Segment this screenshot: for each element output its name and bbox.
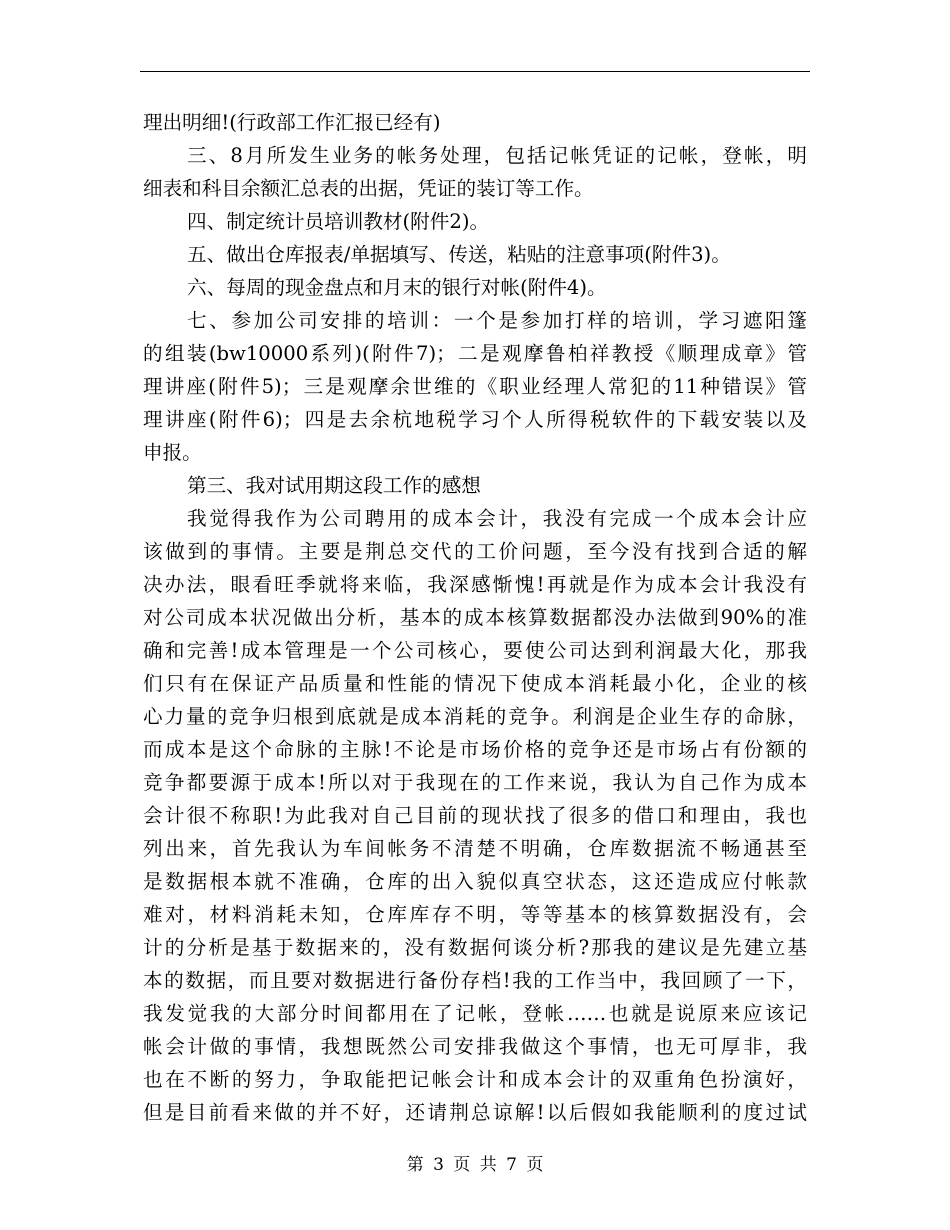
text-line: 我发觉我的大部分时间都用在了记帐，登帐……也就是说原来应该记 bbox=[143, 1002, 807, 1025]
text-line: 五、做出仓库报表/单据填写、传送，粘贴的注意事项(附件3)。 bbox=[187, 243, 731, 266]
text-line: 三、8月所发生业务的帐务处理，包括记帐凭证的记帐，登帐，明 bbox=[187, 144, 807, 167]
text-line: 四、制定统计员培训教材(附件2)。 bbox=[187, 210, 490, 233]
text-line: 难对，材料消耗未知，仓库库存不明，等等基本的核算数据没有，会 bbox=[143, 903, 807, 926]
header-rule bbox=[140, 71, 810, 72]
text-line: 而成本是这个命脉的主脉!不论是市场价格的竞争还是市场占有份额的 bbox=[143, 738, 807, 761]
page-footer: 第 3 页 共 7 页 bbox=[406, 1155, 544, 1175]
text-line: 但是目前看来做的并不好，还请荆总谅解!以后假如我能顺利的度过试 bbox=[143, 1101, 807, 1124]
text-line: 理讲座(附件6)；四是去余杭地税学习个人所得税软件的下载安装以及 bbox=[143, 408, 807, 431]
text-line: 本的数据，而且要对数据进行备份存档!我的工作当中，我回顾了一下， bbox=[143, 969, 807, 992]
text-line: 理讲座(附件5)；三是观摩余世维的《职业经理人常犯的11种错误》管 bbox=[143, 375, 807, 398]
text-line: 该做到的事情。主要是荆总交代的工价问题，至今没有找到合适的解 bbox=[143, 540, 807, 563]
text-line: 理出明细!(行政部工作汇报已经有) bbox=[143, 111, 441, 134]
text-line: 列出来，首先我认为车间帐务不清楚不明确，仓库数据流不畅通甚至 bbox=[143, 837, 807, 860]
text-line: 确和完善!成本管理是一个公司核心，要使公司达到利润最大化，那我 bbox=[143, 639, 807, 662]
text-line: 会计很不称职!为此我对自己目前的现状找了很多的借口和理由，我也 bbox=[143, 804, 807, 827]
text-line: 们只有在保证产品质量和性能的情况下使成本消耗最小化，企业的核 bbox=[143, 672, 807, 695]
document-body bbox=[143, 106, 807, 1129]
text-line: 帐会计做的事情，我想既然公司安排我做这个事情，也无可厚非，我 bbox=[143, 1035, 807, 1058]
text-line: 细表和科目余额汇总表的出据，凭证的装订等工作。 bbox=[143, 177, 594, 200]
text-line: 心力量的竞争归根到底就是成本消耗的竞争。利润是企业生存的命脉， bbox=[143, 705, 807, 728]
text-line: 决办法，眼看旺季就将来临，我深感惭愧!再就是作为成本会计我没有 bbox=[143, 573, 807, 596]
text-line: 也在不断的努力，争取能把记帐会计和成本会计的双重角色扮演好， bbox=[143, 1068, 807, 1091]
text-line: 竞争都要源于成本!所以对于我现在的工作来说，我认为自己作为成本 bbox=[143, 771, 807, 794]
text-line: 六、每周的现金盘点和月末的银行对帐(附件4)。 bbox=[187, 276, 607, 299]
text-line: 七、参加公司安排的培训：一个是参加打样的培训，学习遮阳篷 bbox=[187, 309, 807, 332]
text-line: 第三、我对试用期这段工作的感想 bbox=[187, 474, 481, 497]
text-line: 我觉得我作为公司聘用的成本会计，我没有完成一个成本会计应 bbox=[187, 507, 807, 530]
text-line: 的组装(bw10000系列)(附件7)；二是观摩鲁柏祥教授《顺理成章》管 bbox=[143, 342, 807, 365]
text-line: 对公司成本状况做出分析，基本的成本核算数据都没办法做到90%的准 bbox=[143, 606, 807, 629]
text-line: 是数据根本就不准确，仓库的出入貌似真空状态，这还造成应付帐款 bbox=[143, 870, 807, 893]
text-line: 计的分析是基于数据来的，没有数据何谈分析?那我的建议是先建立基 bbox=[143, 936, 807, 959]
text-line: 申报。 bbox=[143, 441, 202, 464]
